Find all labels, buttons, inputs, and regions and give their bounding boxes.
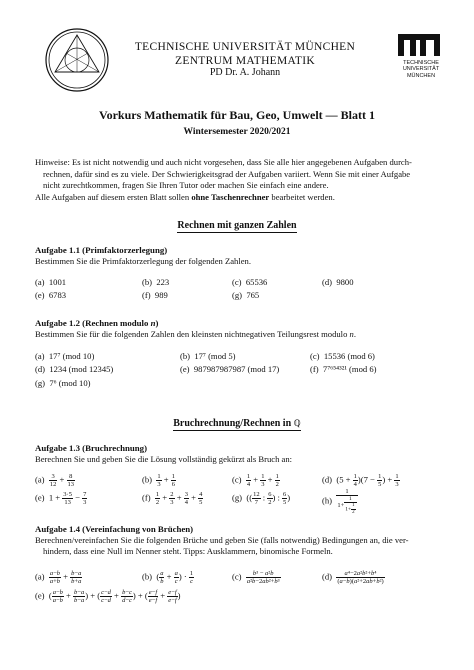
fraction: $\frac{1}{6}$: [171, 473, 175, 488]
item-label: (a): [35, 474, 45, 485]
university-name: TECHNISCHE UNIVERSITÄT MÜNCHEN: [134, 41, 356, 53]
item-label: (f): [310, 364, 319, 374]
fraction: $\frac{1}{4}$: [353, 473, 357, 488]
fraction: $\frac{b-c}{d-c}$: [122, 589, 132, 604]
item-value: 17⁷ (mod 10): [48, 351, 95, 361]
item-label: (b): [142, 571, 153, 582]
item-value: 1001: [48, 277, 67, 287]
exercise-item: [180, 351, 236, 361]
fraction: $\frac{b-a}{b-a}$: [74, 589, 85, 604]
exercise-item: [142, 277, 169, 287]
exercise-item: [310, 351, 375, 361]
logo-text-line-3: MÜNCHEN: [406, 72, 436, 79]
exercise-item: [232, 570, 281, 585]
exercise-item: [35, 364, 113, 374]
exercise-item: [180, 364, 279, 374]
item-label: (a): [35, 351, 45, 361]
section-title: Bruchrechnung/Rechnen in ℚ: [173, 418, 301, 429]
fraction: $\frac{c-d}{c-d}$: [101, 589, 111, 604]
item-label: (d): [322, 277, 333, 287]
exercise-desc-line: Berechnen/vereinfachen Sie die folgenden Brüche und geben Sie (falls notwendig) Bedingungen an, die ver-: [35, 535, 409, 545]
exercise-item: (a) $\frac{3}{12}$ + $\frac{8}{13}$: [35, 473, 74, 488]
item-label: (e): [180, 364, 190, 374]
hint-text: bearbeitet werden.: [269, 191, 335, 202]
fraction: $\frac{\text{b³ − a²b}}{\text{a²b−2ab²+b³}}$: [246, 570, 280, 585]
fraction: $\frac{4}{5}$: [199, 491, 203, 506]
item-label: (e): [35, 492, 45, 503]
hint-text: Alle Aufgaben auf diesem ersten Blatt sollen: [35, 191, 192, 202]
item-value: 7⁶ (mod 10): [49, 378, 91, 388]
item-label: (d): [322, 571, 333, 582]
fraction: $\frac{1}{5}$: [378, 473, 382, 488]
lecturer-name: PD Dr. A. Johann: [209, 67, 281, 78]
fraction: $\frac{1}{2}$: [155, 491, 160, 506]
exercise-item: (g) (( $\frac{12}{7}$ : $\frac{6}{2}$ ) : $\frac{6}{5}$ ): [232, 491, 291, 506]
exercise-item: [35, 378, 91, 388]
exercise-item: [322, 488, 358, 515]
hint-line: Hinweise: Es ist nicht notwendig und auch nicht vorgesehen, dass Sie alle hier angegebenen Aufgaben durch-: [35, 157, 412, 167]
item-label: (g): [232, 492, 243, 503]
logo-text-line-2: UNIVERSITÄT: [402, 66, 440, 73]
exercise-item: (e) 1 + $\frac{3\cdot 5}{13}$ − $\frac{7}{3}$: [35, 491, 87, 506]
item-label: (h): [322, 495, 333, 506]
fraction: $\frac{12}{7}$: [253, 491, 260, 506]
item-label: (d): [35, 364, 46, 374]
fraction: $\frac{a-b}{a+b}$: [49, 570, 61, 585]
item-label: (c): [310, 351, 320, 361]
item-label: (a): [35, 571, 45, 582]
fraction: $\frac{1}{3}$: [261, 473, 265, 488]
exercise-item: [322, 277, 354, 287]
exercise-item: [142, 290, 168, 300]
item-label: (d): [322, 474, 333, 485]
fraction: $\frac{1}{c}$: [189, 570, 194, 585]
center-name: ZENTRUM MATHEMATIK: [175, 55, 315, 67]
fraction: $\frac{3}{12}$: [49, 473, 57, 488]
exercise-item: (c) $\frac{1}{4}$ + $\frac{1}{3}$ + $\frac{1}{2}$: [232, 473, 279, 488]
fraction: $\frac{7}{3}$: [83, 491, 87, 506]
item-label: (g): [35, 378, 46, 388]
hint-paragraph: [35, 157, 440, 203]
exercise-item: [232, 277, 267, 287]
item-value: 223: [156, 277, 170, 287]
fraction: $\frac{a-b}{a-b}$: [52, 589, 63, 604]
fraction: $\frac{1}{2}$: [275, 473, 279, 488]
exercise-item: [310, 364, 377, 374]
exercise-1-4-title: Aufgabe 1.4 (Vereinfachung von Brüchen): [35, 524, 194, 534]
fraction: $\frac{3\cdot 5}{13}$: [63, 491, 72, 506]
fraction: $\frac{e-f}{e-f}$: [168, 589, 177, 604]
item-value: 6783: [48, 290, 67, 300]
item-label: (b): [142, 474, 153, 485]
exercise-1-2-desc: Bestimmen Sie für die folgenden Zahlen den kleinsten nichtnegativen Teilungsrest modulo n.: [35, 329, 356, 339]
fraction: $\frac{\text{a⁴−2a²b²+b⁴}}{\text{(a−b)(a²+2ab+b²)}}$: [337, 570, 384, 585]
item-label: (c): [232, 474, 242, 485]
exercise-item: (f) $\frac{1}{2}$ + $\frac{2}{3}$ + $\frac{3}{4}$ + $\frac{4}{5}$: [142, 491, 203, 506]
item-value: 15536 (mod 6): [323, 351, 375, 361]
semester: Wintersemester 2020/2021: [183, 127, 291, 137]
exercise-item: (d) (5 + $\frac{1}{4}$ )(7 − $\frac{1}{5}$ ) + $\frac{1}{3}$: [322, 473, 399, 488]
item-value: 7⁷⁶⁵⁴³²¹ (mod 6): [322, 364, 377, 374]
item-value: 65536: [245, 277, 268, 287]
exercise-item: (b) ( $\frac{a}{b}$ + $\frac{a}{c}$ ) · $\frac{1}{c}$: [142, 570, 194, 585]
item-value: 987987987987 (mod 17): [193, 364, 280, 374]
exercise-item: (e) ( $\frac{a-b}{a-b}$ + $\frac{b-a}{b-a}$ ) + ( $\frac{c-d}{c-d}$ + $\frac{b-c}{d-c}$ ) + ( $\frac{e-f}{e-f}$ + $\frac{e-f}{e-f}$ ): [35, 589, 181, 604]
exercise-1-1-title: Aufgabe 1.1 (Primfaktorzerlegung): [35, 245, 168, 255]
item-label: (a): [35, 277, 45, 287]
sheet-title: Vorkurs Mathematik für Bau, Geo, Umwelt — Blatt 1: [99, 108, 375, 122]
fraction: $\frac{e-f}{e-f}$: [148, 589, 158, 604]
exercise-1-3-title: Aufgabe 1.3 (Bruchrechnung): [35, 443, 148, 453]
item-label: (b): [180, 351, 191, 361]
hint-line: rechnen, dafür sind es zu viele. Der Schwierigkeitsgrad der Aufgaben variiert. Wenn Sie mit einer Aufgabe: [43, 168, 411, 179]
item-label: (f): [142, 492, 151, 503]
exercise-1-4-desc: [35, 535, 440, 558]
exercise-item: [322, 570, 385, 585]
hint-line: nicht zurechtkommen, fragen Sie Ihren Tutor oder machen Sie einfach eine andere.: [43, 180, 329, 191]
logo-text-line-1: TECHNISCHE: [403, 60, 439, 66]
item-value: 1234 (mod 12345): [49, 364, 114, 374]
fraction: $\frac{1}{3}$: [395, 473, 399, 488]
exercise-item: [232, 290, 259, 300]
fraction: $\frac{1}{3}$: [157, 473, 161, 488]
exercise-item: [35, 351, 94, 361]
section-heading-integers: [30, 220, 444, 231]
item-label: (c): [232, 571, 242, 582]
item-label: (c): [232, 277, 242, 287]
fraction: $\frac{b-a}{b+a}$: [71, 570, 82, 585]
fraction: $\frac{6}{2}$: [268, 491, 272, 506]
header-title: [120, 40, 370, 68]
hint-bold-text: ohne Taschenrechner: [191, 191, 270, 202]
item-label: (f): [142, 290, 151, 300]
exercise-desc-line: hindern, dass eine Null im Nenner steht. Tipps: Ausklammern, binomische Formeln.: [43, 546, 333, 557]
tum-math-seal-logo: [44, 27, 110, 93]
exercise-item: [35, 277, 66, 287]
item-label: (e): [35, 590, 45, 601]
fraction: $\frac{a}{c}$: [174, 570, 178, 585]
exercise-1-2-title: Aufgabe 1.2 (Rechnen modulo n): [35, 318, 159, 328]
section-heading-fractions: [30, 418, 444, 429]
fraction: $\frac{2}{3}$: [170, 491, 174, 506]
fraction: $\frac{6}{5}$: [283, 491, 287, 506]
item-value: 17⁷ (mod 5): [194, 351, 236, 361]
section-title: Rechnen mit ganzen Zahlen: [177, 220, 297, 231]
fraction: $\frac{3}{4}$: [184, 491, 188, 506]
exercise-1-1-desc: Bestimmen Sie die Primfaktorzerlegung der folgenden Zahlen.: [35, 256, 251, 266]
continued-fraction: 1 1+ 1 1+ $\frac{1}{2}$: [336, 488, 357, 515]
item-value: 989: [154, 290, 168, 300]
exercise-item: [35, 290, 66, 300]
hint-line: [35, 192, 440, 204]
tum-logo-text: [388, 60, 454, 79]
fraction: $\frac{a}{b}$: [160, 570, 164, 585]
item-value: 9800: [336, 277, 354, 287]
exercise-1-3-desc: Berechnen Sie und geben Sie die Lösung vollständig gekürzt als Bruch an:: [35, 454, 293, 464]
exercise-item: (b) $\frac{1}{3}$ + $\frac{1}{6}$: [142, 473, 175, 488]
fraction: $\frac{1}{4}$: [246, 473, 251, 488]
exercise-item: (a) $\frac{a-b}{a+b}$ + $\frac{b-a}{b+a}$: [35, 570, 82, 585]
item-label: (b): [142, 277, 153, 287]
item-value: 765: [246, 290, 260, 300]
fraction: $\frac{8}{13}$: [67, 473, 74, 488]
item-label: (g): [232, 290, 243, 300]
item-label: (e): [35, 290, 45, 300]
